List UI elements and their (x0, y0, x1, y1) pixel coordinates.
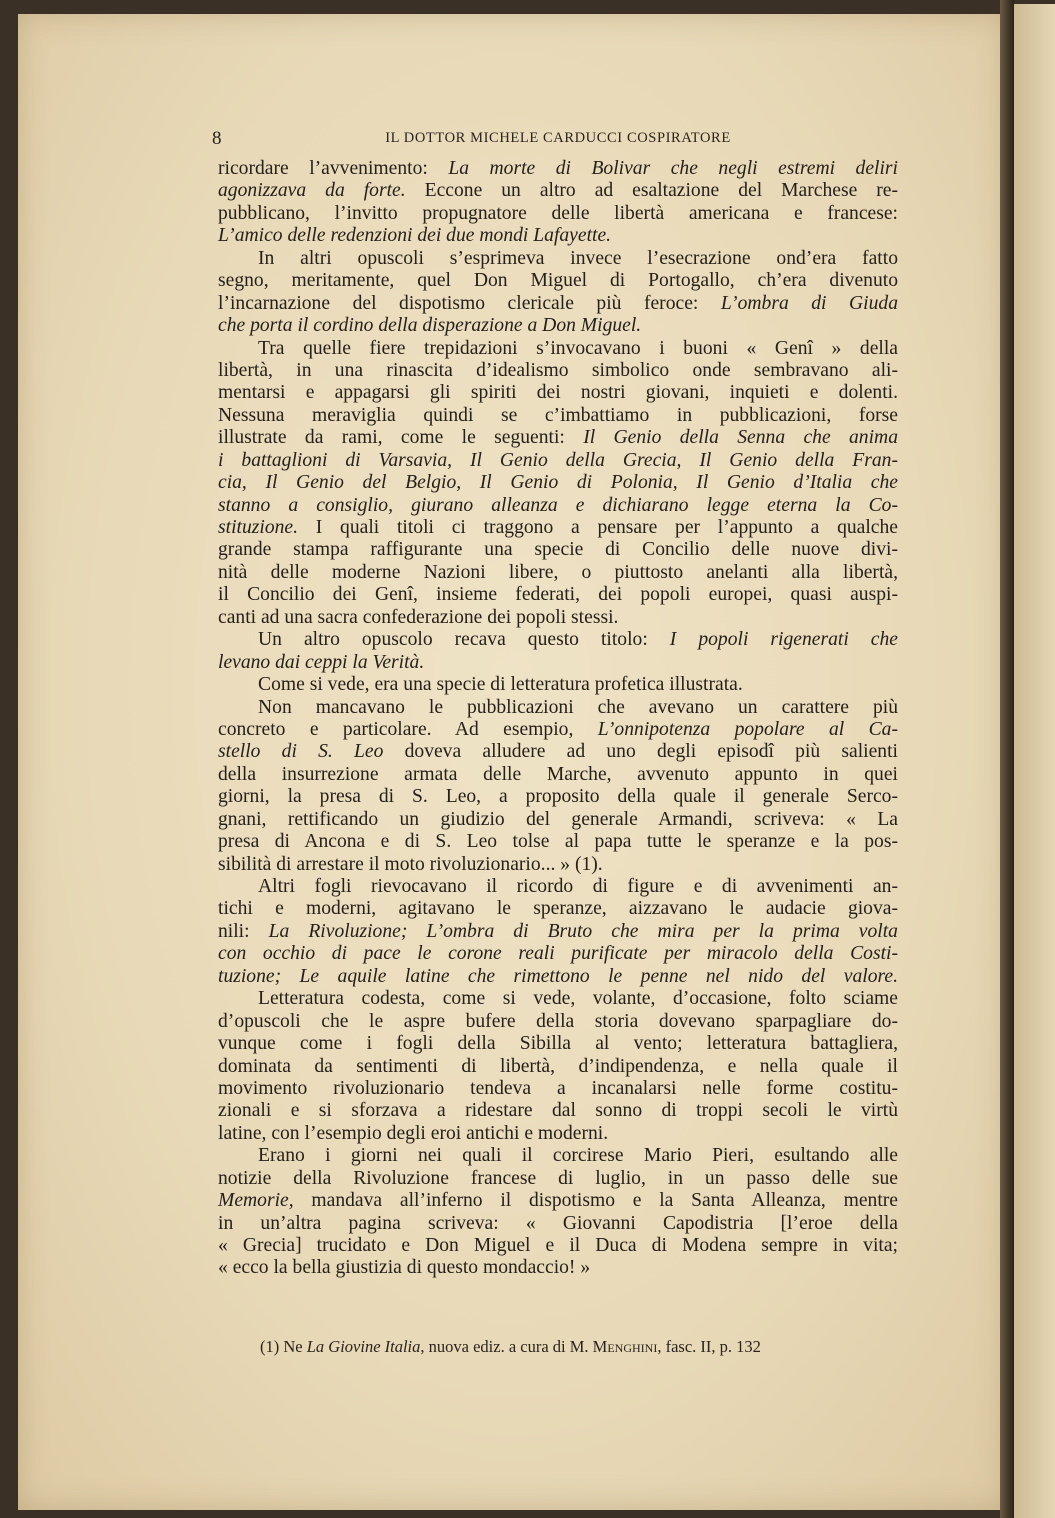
text-line (218, 338, 898, 360)
text-segment: zionali e si sforzava a ridestare dal sonno di troppi secoli le virtù (218, 1100, 898, 1122)
text-line (218, 629, 898, 651)
text-line (218, 786, 898, 808)
text-line (218, 517, 898, 539)
text-segment: l’incarnazione del dispotismo clericale più feroce: (218, 292, 721, 314)
text-segment: illustrate da rami, come le seguenti: (218, 427, 584, 449)
text-segment: d’opuscoli che le aspre bufere della storia dovevano sparpagliare do- (218, 1010, 898, 1032)
italic-title-text: i battaglioni di Varsavia, Il Genio della Grecia, Il Genio della Fran- (218, 449, 898, 471)
italic-title-text: con occhio di pace le corone reali purificate per miracolo della Costi- (218, 943, 898, 965)
text-line (218, 270, 898, 292)
text-line (218, 248, 898, 270)
text-line (218, 764, 898, 786)
text-line (218, 831, 898, 853)
text-segment: nità delle moderne Nazioni libere, o piuttosto anelanti alla libertà, (218, 561, 898, 583)
italic-title-text: La Rivoluzione; L’ombra di Bruto che mira per la prima volta (268, 920, 898, 942)
book-spine (1000, 0, 1014, 1518)
text-line (218, 539, 898, 561)
text-segment: segno, meritamente, quel Don Miguel di Portogallo, ch’era divenuto (218, 270, 898, 292)
text-segment: pubblicano, l’invitto propugnatore delle libertà americana e francese: (218, 202, 898, 224)
text-line (218, 450, 898, 472)
text-line (218, 158, 898, 180)
italic-title-text: agonizzava da forte. (218, 180, 406, 202)
italic-title-text: che porta il cordino della disperazione a Don Miguel. (218, 315, 642, 337)
text-line (218, 943, 898, 965)
text-line (218, 562, 898, 584)
text-segment: mandava all’inferno il dispotismo e la Santa Alleanza, mentre (293, 1190, 898, 1212)
text-line (218, 1235, 898, 1257)
text-segment: concreto e particolare. Ad esempio, (218, 718, 598, 740)
text-line (218, 1213, 898, 1235)
footnote (260, 1337, 900, 1357)
text-line (218, 607, 898, 629)
text-segment: tichi e moderni, agitavano le speranze, aizzavano le audacie giova- (218, 898, 898, 920)
text-line (218, 697, 898, 719)
text-segment: Un altro opuscolo recava questo titolo: (258, 629, 670, 651)
text-line (218, 382, 898, 404)
text-line (218, 203, 898, 225)
footnote-title: La Giovine Italia (306, 1337, 421, 1356)
italic-title-text: L’amico delle redenzioni dei due mondi Lafayette. (218, 225, 612, 247)
text-line (218, 360, 898, 382)
text-line (218, 495, 898, 517)
text-line (218, 584, 898, 606)
text-line (218, 854, 898, 876)
text-segment: Nessuna meraviglia quindi se c’imbattiamo in pubblicazioni, forse (218, 404, 898, 426)
text-line (218, 719, 898, 741)
italic-title-text: stituzione. (218, 517, 299, 538)
text-segment: movimento rivoluzionario tendeva a incanalarsi nelle forme costitu- (218, 1077, 898, 1099)
text-segment: Erano i giorni nei quali il corcirese Mario Pieri, esultando alle (258, 1145, 898, 1167)
text-line (218, 293, 898, 315)
italic-title-text: L’onnipotenza popolare al Ca- (597, 718, 898, 740)
text-line (218, 1123, 898, 1145)
footnote-marker: (1) Ne (260, 1337, 307, 1356)
text-line (218, 315, 898, 337)
text-line (218, 1257, 898, 1279)
text-segment: Eccone un altro ad esaltazione del Marchese re- (405, 180, 898, 202)
text-segment: il Concilio dei Genî, insieme federati, dei popoli europei, quasi auspi- (218, 584, 898, 606)
text-line (218, 652, 898, 674)
text-segment: presa di Ancona e di S. Leo tolse al papa tutte le speranze e la pos- (218, 831, 898, 853)
text-segment: nili: (218, 920, 269, 942)
text-line (218, 674, 898, 696)
text-segment: giorni, la presa di S. Leo, a proposito della quale il generale Serco- (218, 786, 898, 808)
text-line (218, 180, 898, 202)
text-line (218, 225, 898, 247)
text-segment: Come si vede, era una specie di letteratura profetica illustrata. (258, 674, 743, 696)
text-line (218, 1011, 898, 1033)
text-segment: vunque come i fogli della Sibilla al vento; letteratura battagliera, (218, 1033, 898, 1055)
text-line (218, 1145, 898, 1167)
text-segment: « ecco la bella giustizia di questo mondaccio! » (218, 1257, 591, 1279)
text-segment: libertà, in una rinascita d’idealismo simbolico onde sembravano ali- (218, 359, 898, 381)
page-number: 8 (212, 128, 222, 149)
italic-title-text: cia, Il Genio del Belgio, Il Genio di Polonia, Il Genio d’Italia che (218, 472, 898, 494)
italic-title-text: La morte di Bolivar che negli estremi deliri (448, 158, 898, 179)
text-line (218, 966, 898, 988)
text-line (218, 1056, 898, 1078)
text-segment: latine, con l’esempio degli eroi antichi e moderni. (218, 1122, 609, 1144)
text-segment: Altri fogli rievocavano il ricordo di figure e di avvenimenti an- (258, 876, 898, 897)
italic-title-text: stanno a consiglio, giurano alleanza e dichiarano legge eterna la Co- (218, 494, 898, 516)
text-segment: Letteratura codesta, come si vede, volante, d’occasione, folto sciame (258, 988, 898, 1010)
text-segment: in un’altra pagina scriveva: « Giovanni Capodistria [l’eroe della (218, 1212, 898, 1234)
text-line (218, 1190, 898, 1212)
text-line (218, 876, 898, 898)
text-segment: dominata da sentimenti di libertà, d’indipendenza, e nella quale il (218, 1055, 898, 1077)
text-line (218, 472, 898, 494)
footnote-author: Menghini (592, 1337, 658, 1356)
italic-title-text: levano dai ceppi la Verità. (218, 651, 425, 673)
text-line (218, 1100, 898, 1122)
footnote-text: , nuova ediz. a cura di M. (420, 1337, 593, 1356)
footnote-reference: , fasc. II, p. 132 (657, 1337, 761, 1356)
page-header (212, 128, 898, 150)
text-line (218, 988, 898, 1010)
text-segment: canti ad una sacra confederazione dei popoli stessi. (218, 606, 619, 628)
text-line (218, 898, 898, 920)
italic-title-text: Memorie, (218, 1190, 294, 1212)
text-segment: notizie della Rivoluzione francese di luglio, in un passo delle sue (218, 1167, 898, 1189)
text-segment: « Grecia] trucidato e Don Miguel e il Duca di Modena sempre in vita; (218, 1235, 898, 1256)
text-segment: sibilità di arrestare il moto rivoluzionario... » (1). (218, 853, 603, 875)
body-text (218, 158, 898, 1280)
text-segment: gnani, rettificando un giudizio del generale Armandi, scriveva: « La (218, 808, 898, 830)
text-segment: grande stampa raffigurante una specie di Concilio delle nuove divi- (218, 539, 898, 561)
text-line (218, 427, 898, 449)
text-segment: Tra quelle fiere trepidazioni s’invocavano i buoni « Genî » della (258, 337, 898, 359)
text-segment: ricordare l’avvenimento: (218, 158, 449, 179)
text-segment: In altri opuscoli s’esprimeva invece l’esecrazione ond’era fatto (258, 247, 898, 269)
text-line (218, 1078, 898, 1100)
text-line (218, 809, 898, 831)
running-title: IL DOTTOR MICHELE CARDUCCI COSPIRATORE (385, 130, 731, 146)
text-line (218, 921, 898, 943)
text-line (218, 1033, 898, 1055)
text-segment: doveva alludere ad uno degli episodî più salienti (383, 741, 898, 763)
text-line (218, 1168, 898, 1190)
text-segment: mentarsi e appagarsi gli spiriti dei nostri giovani, inquieti e dolenti. (218, 382, 898, 404)
text-line (218, 741, 898, 763)
text-segment: della insurrezione armata delle Marche, avvenuto appunto in quei (218, 763, 898, 785)
facing-page-edge (1014, 4, 1055, 1518)
text-segment: I quali titoli ci traggono a pensare per l’appunto a qualche (298, 517, 898, 538)
italic-title-text: Il Genio della Senna che anima (583, 427, 898, 449)
italic-title-text: I popoli rigenerati che (669, 629, 898, 651)
text-line (218, 405, 898, 427)
italic-title-text: stello di S. Leo (218, 741, 384, 763)
italic-title-text: L’ombra di Giuda (720, 292, 898, 314)
italic-title-text: tuzione; Le aquile latine che rimettono le penne nel nido del valore. (218, 965, 898, 987)
text-segment: Non mancavano le pubblicazioni che avevano un carattere più (258, 696, 898, 718)
